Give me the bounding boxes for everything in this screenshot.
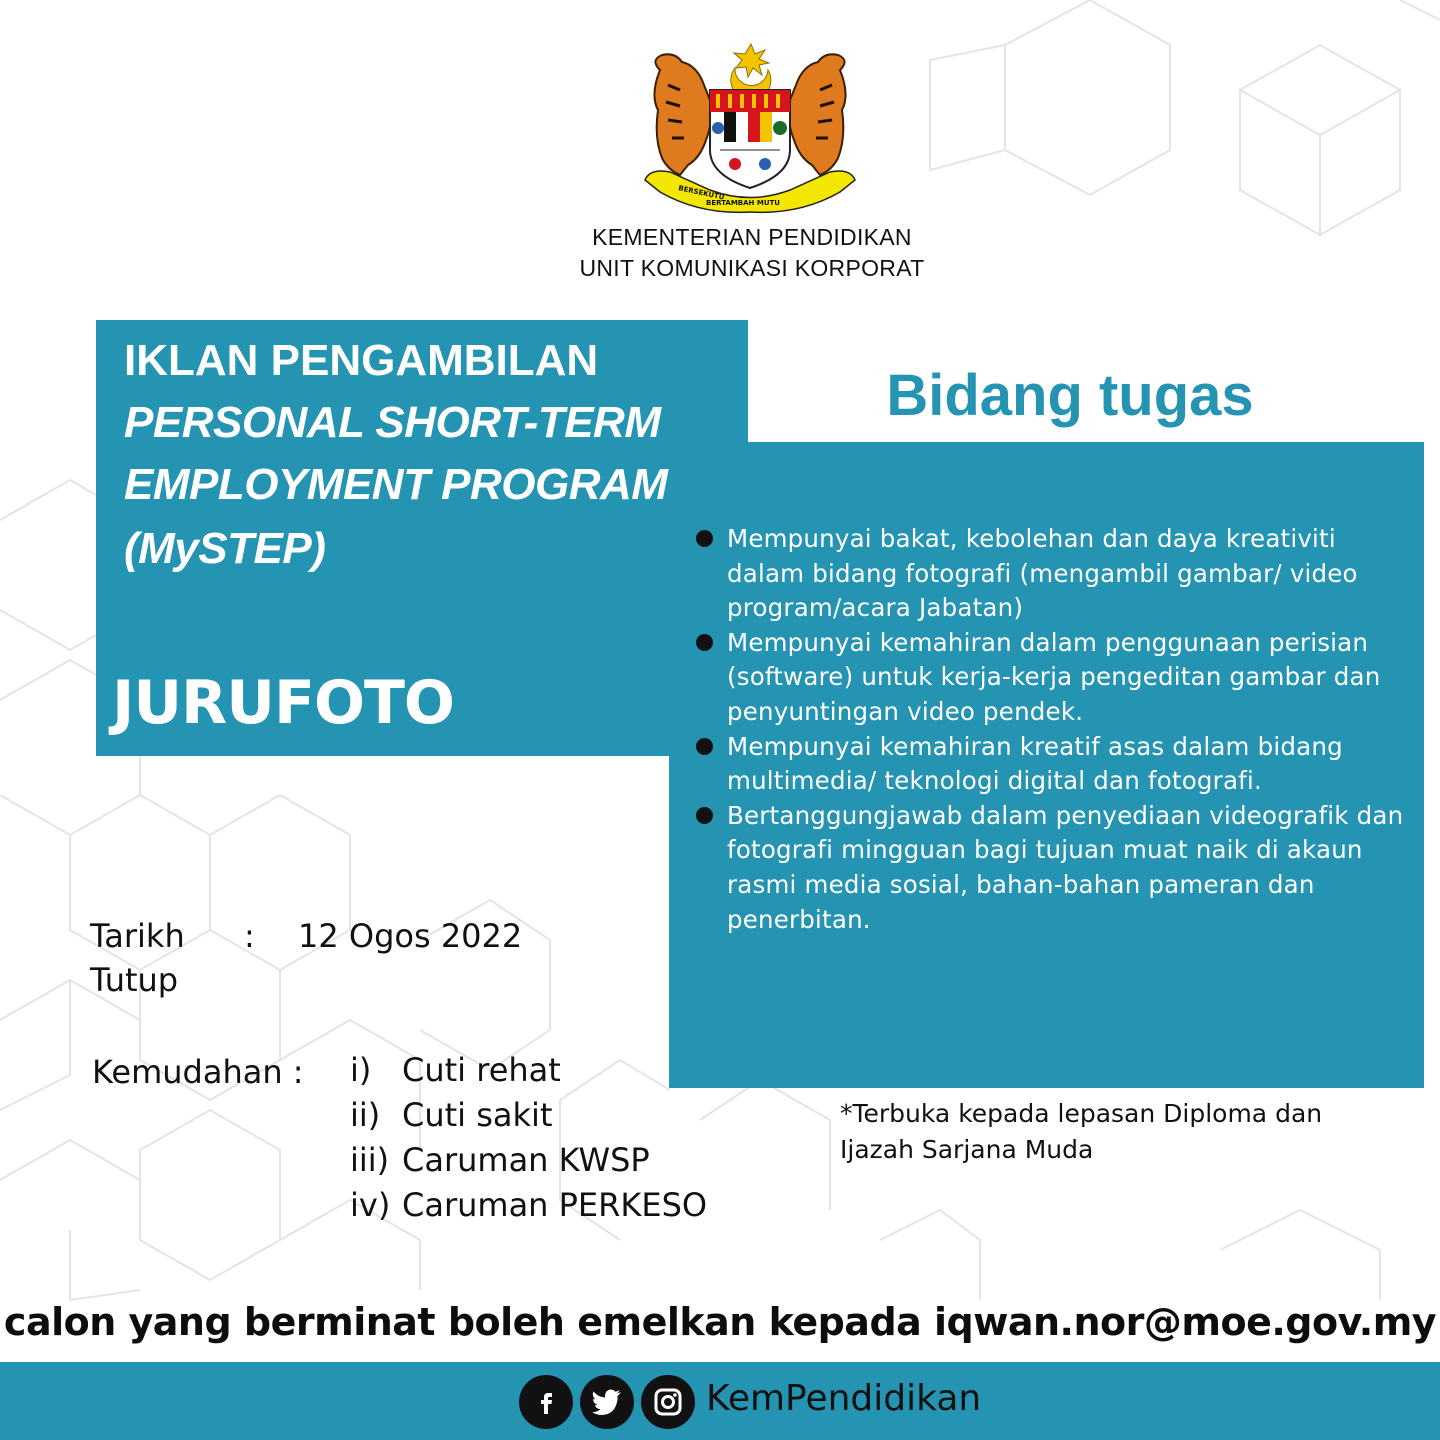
ad-title-line4: (MySTEP) <box>124 524 326 573</box>
duty-text: Mempunyai bakat, kebolehan dan daya kreativiti dalam bidang fotografi (mengambil gambar/ video program/acara Jabatan) <box>727 524 1358 623</box>
ministry-name: KEMENTERIAN PENDIDIKAN <box>592 224 912 250</box>
duty-item <box>694 626 1406 730</box>
benefit-text: Caruman PERKESO <box>402 1186 708 1224</box>
duty-text: Bertanggungjawab dalam penyediaan videografik dan fotografi mingguan bagi tujuan muat naik di akaun rasmi media sosial, bahan-bahan pameran dan penerbitan. <box>727 800 1404 934</box>
eligibility-note: *Terbuka kepada lepasan Diploma dan Ijazah Sarjana Muda <box>840 1099 1323 1164</box>
bullet-icon <box>696 738 713 755</box>
bullet-icon <box>696 634 713 651</box>
svg-text:BERTAMBAH MUTU: BERTAMBAH MUTU <box>706 199 780 207</box>
duty-text: Mempunyai kemahiran dalam penggunaan perisian (software) untuk kerja-kerja pengeditan gambar dan penyuntingan video pendek. <box>727 627 1381 726</box>
social-handle[interactable]: KemPendidikan <box>706 1378 982 1419</box>
ad-title-line3: EMPLOYMENT PROGRAM <box>124 460 668 509</box>
closing-date-label-line1: Tarikh <box>90 917 185 955</box>
benefit-item <box>350 1138 707 1183</box>
benefit-number: ii) <box>350 1096 381 1134</box>
duty-item <box>694 799 1406 937</box>
benefits-label: Kemudahan : <box>92 1053 304 1091</box>
benefit-item <box>350 1093 707 1138</box>
duties-heading: Bidang tugas <box>886 363 1254 428</box>
benefit-item <box>350 1183 707 1228</box>
closing-date-label-line2: Tutup <box>90 961 179 999</box>
duties-list <box>694 522 1406 937</box>
duty-item <box>694 730 1406 799</box>
contact-instruction: calon yang berminat boleh emelkan kepada iqwan.nor@moe.gov.my <box>3 1300 1437 1344</box>
duty-text: Mempunyai kemahiran kreatif asas dalam bidang multimedia/ teknologi digital dan fotografi. <box>727 731 1343 796</box>
benefits-list <box>350 1048 707 1228</box>
benefit-number: iv) <box>350 1186 391 1224</box>
bullet-icon <box>696 530 713 547</box>
coat-of-arms-crest <box>640 40 860 215</box>
benefit-number: i) <box>350 1051 372 1089</box>
closing-date-value: 12 Ogos 2022 <box>298 917 523 955</box>
job-position-title: JURUFOTO <box>112 668 454 738</box>
duty-item <box>694 522 1406 626</box>
ad-title-line1: IKLAN PENGAMBILAN <box>124 336 599 385</box>
instagram-icon[interactable] <box>641 1375 695 1429</box>
benefit-item <box>350 1048 707 1093</box>
ad-title-line2: PERSONAL SHORT-TERM <box>124 398 661 447</box>
benefit-text: Cuti sakit <box>402 1096 553 1134</box>
closing-date-separator: : <box>244 917 255 955</box>
bullet-icon <box>696 807 713 824</box>
svg-text:BERSEKUTU: BERSEKUTU <box>677 184 726 202</box>
twitter-icon[interactable] <box>580 1375 634 1429</box>
benefit-text: Caruman KWSP <box>402 1141 650 1179</box>
facebook-icon[interactable] <box>519 1375 573 1429</box>
unit-name: UNIT KOMUNIKASI KORPORAT <box>579 255 925 281</box>
benefit-text: Cuti rehat <box>402 1051 561 1089</box>
benefit-number: iii) <box>350 1141 390 1179</box>
